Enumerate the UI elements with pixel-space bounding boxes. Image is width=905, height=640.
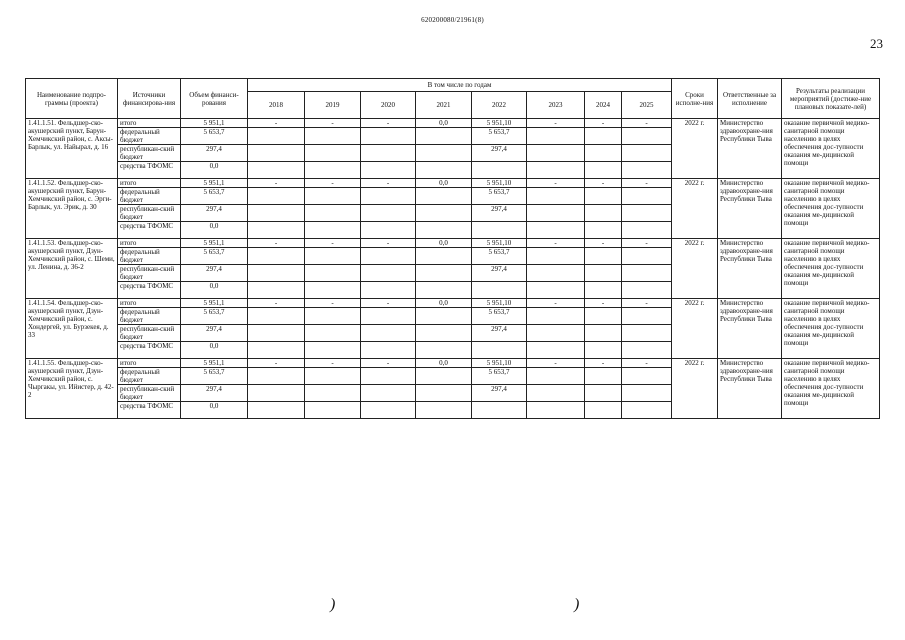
year-value-cell <box>527 162 585 179</box>
year-value-cell <box>305 205 361 222</box>
year-value-cell <box>416 248 472 265</box>
volume-cell: 297,4 <box>181 325 248 342</box>
table-row <box>26 179 880 188</box>
year-value-cell: - <box>527 119 585 128</box>
year-value-cell: - <box>622 179 672 188</box>
year-value-cell: 0,0 <box>416 239 472 248</box>
year-value-cell <box>361 282 416 299</box>
year-value-cell: - <box>527 179 585 188</box>
col-source-header: Источники финансирова-ния <box>118 79 181 119</box>
volume-cell: 297,4 <box>181 265 248 282</box>
responsible-cell: Министерство здравоохране-ния Республики Тыва <box>718 119 782 179</box>
result-cell: оказание первичной медико-санитарной помощи населению в целях обеспечения дос-тупности оказания ме-дицинской помощи <box>782 239 880 299</box>
page-number: 23 <box>870 36 883 51</box>
year-value-cell: 297,4 <box>472 205 527 222</box>
table-row <box>26 239 880 248</box>
term-cell: 2022 г. <box>672 299 718 359</box>
year-value-cell: 5 951,10 <box>472 299 527 308</box>
source-cell: итого <box>118 179 181 188</box>
year-value-cell <box>361 188 416 205</box>
source-cell: средства ТФОМС <box>118 162 181 179</box>
year-value-cell <box>527 188 585 205</box>
year-value-cell <box>248 402 305 419</box>
year-value-cell <box>305 308 361 325</box>
year-value-cell: 297,4 <box>472 265 527 282</box>
source-cell: итого <box>118 299 181 308</box>
year-value-cell <box>416 342 472 359</box>
year-value-cell: - <box>305 359 361 368</box>
year-value-cell <box>361 402 416 419</box>
year-value-cell: - <box>305 239 361 248</box>
year-value-cell <box>472 402 527 419</box>
year-value-cell: - <box>248 299 305 308</box>
table-row <box>26 299 880 308</box>
year-value-cell <box>622 282 672 299</box>
col-year-header: 2023 <box>527 92 585 119</box>
year-value-cell <box>472 162 527 179</box>
year-value-cell: 5 653,7 <box>472 308 527 325</box>
year-value-cell <box>622 248 672 265</box>
year-value-cell <box>305 265 361 282</box>
year-value-cell <box>585 145 622 162</box>
year-value-cell: - <box>305 179 361 188</box>
source-cell: республикан-ский бюджет <box>118 145 181 162</box>
col-year-header: 2018 <box>248 92 305 119</box>
volume-cell: 0,0 <box>181 282 248 299</box>
volume-cell: 297,4 <box>181 145 248 162</box>
year-value-cell <box>248 282 305 299</box>
year-value-cell <box>585 162 622 179</box>
year-value-cell <box>361 325 416 342</box>
year-value-cell <box>416 368 472 385</box>
year-value-cell <box>305 325 361 342</box>
year-value-cell <box>416 162 472 179</box>
item-name-cell: 1.41.1.55. Фельдшер-ско-акушерский пункт, Дзун-Хемчикский район, с. Чыргакы, ул. Ийистер, д. 42-2 <box>26 359 118 419</box>
responsible-cell: Министерство здравоохране-ния Республики Тыва <box>718 239 782 299</box>
year-value-cell <box>622 265 672 282</box>
year-value-cell <box>585 128 622 145</box>
col-years-group-header: В том числе по годам <box>248 79 672 92</box>
year-value-cell: - <box>361 299 416 308</box>
year-value-cell <box>248 222 305 239</box>
year-value-cell <box>622 368 672 385</box>
year-value-cell: 5 951,10 <box>472 359 527 368</box>
year-value-cell: - <box>622 299 672 308</box>
source-cell: средства ТФОМС <box>118 342 181 359</box>
result-cell: оказание первичной медико-санитарной помощи населению в целях обеспечения дос-тупности оказания ме-дицинской помощи <box>782 299 880 359</box>
term-cell: 2022 г. <box>672 239 718 299</box>
year-value-cell <box>585 222 622 239</box>
year-value-cell: 0,0 <box>416 119 472 128</box>
term-cell: 2022 г. <box>672 359 718 419</box>
year-value-cell <box>416 282 472 299</box>
source-cell: федеральный бюджет <box>118 308 181 325</box>
year-value-cell: - <box>361 119 416 128</box>
year-value-cell <box>472 342 527 359</box>
volume-cell: 5 653,7 <box>181 188 248 205</box>
year-value-cell <box>527 128 585 145</box>
year-value-cell: 0,0 <box>416 359 472 368</box>
volume-cell: 5 951,1 <box>181 359 248 368</box>
year-value-cell: 5 951,10 <box>472 239 527 248</box>
year-value-cell <box>416 402 472 419</box>
year-value-cell <box>527 325 585 342</box>
col-year-header: 2019 <box>305 92 361 119</box>
result-cell: оказание первичной медико-санитарной помощи населению в целях обеспечения дос-тупности оказания ме-дицинской помощи <box>782 179 880 239</box>
year-value-cell <box>527 282 585 299</box>
year-value-cell <box>527 402 585 419</box>
source-cell: федеральный бюджет <box>118 188 181 205</box>
year-value-cell <box>416 188 472 205</box>
volume-cell: 5 653,7 <box>181 308 248 325</box>
item-name-cell: 1.41.1.51. Фельдшер-ско-акушерский пункт, Барун-Хемчикский район, с. Аксы-Барлык, ул. Найырал, д. 16 <box>26 119 118 179</box>
volume-cell: 5 951,1 <box>181 239 248 248</box>
year-value-cell <box>305 368 361 385</box>
volume-cell: 5 951,1 <box>181 179 248 188</box>
col-terms-header: Сроки исполне-ния <box>672 79 718 119</box>
year-value-cell: - <box>305 299 361 308</box>
year-value-cell <box>248 145 305 162</box>
year-value-cell: 5 951,10 <box>472 179 527 188</box>
year-value-cell <box>361 145 416 162</box>
year-value-cell <box>622 342 672 359</box>
year-value-cell: - <box>585 299 622 308</box>
year-value-cell: 297,4 <box>472 385 527 402</box>
year-value-cell <box>248 205 305 222</box>
year-value-cell <box>248 162 305 179</box>
year-value-cell <box>527 385 585 402</box>
item-name-cell: 1.41.1.52. Фельдшер-ско-акушерский пункт, Барун-Хемчикский район, с. Эрги-Барлык, ул. Эрик, д. 30 <box>26 179 118 239</box>
source-cell: республикан-ский бюджет <box>118 385 181 402</box>
result-cell: оказание первичной медико-санитарной помощи населению в целях обеспечения дос-тупности оказания ме-дицинской помощи <box>782 359 880 419</box>
year-value-cell <box>527 342 585 359</box>
responsible-cell: Министерство здравоохране-ния Республики Тыва <box>718 179 782 239</box>
table-row <box>26 359 880 368</box>
year-value-cell <box>622 222 672 239</box>
year-value-cell: - <box>361 359 416 368</box>
year-value-cell <box>416 145 472 162</box>
volume-cell: 297,4 <box>181 205 248 222</box>
source-cell: итого <box>118 119 181 128</box>
year-value-cell <box>248 188 305 205</box>
source-cell: итого <box>118 239 181 248</box>
year-value-cell <box>585 282 622 299</box>
year-value-cell <box>416 325 472 342</box>
year-value-cell <box>248 342 305 359</box>
year-value-cell <box>472 222 527 239</box>
year-value-cell <box>585 188 622 205</box>
year-value-cell: - <box>622 119 672 128</box>
year-value-cell <box>622 188 672 205</box>
year-value-cell <box>585 248 622 265</box>
year-value-cell <box>585 385 622 402</box>
year-value-cell <box>305 402 361 419</box>
year-value-cell <box>527 145 585 162</box>
year-value-cell <box>622 162 672 179</box>
year-value-cell <box>527 222 585 239</box>
source-cell: республикан-ский бюджет <box>118 205 181 222</box>
year-value-cell <box>585 368 622 385</box>
table-header <box>26 79 880 119</box>
year-value-cell <box>527 265 585 282</box>
year-value-cell <box>361 248 416 265</box>
year-value-cell <box>622 402 672 419</box>
year-value-cell <box>361 222 416 239</box>
responsible-cell: Министерство здравоохране-ния Республики Тыва <box>718 359 782 419</box>
col-name-header: Наименование подпро-граммы (проекта) <box>26 79 118 119</box>
year-value-cell <box>305 282 361 299</box>
year-value-cell: - <box>361 179 416 188</box>
year-value-cell <box>248 128 305 145</box>
year-value-cell <box>527 248 585 265</box>
year-value-cell: - <box>622 239 672 248</box>
year-value-cell: - <box>585 359 622 368</box>
year-value-cell: - <box>585 119 622 128</box>
year-value-cell: - <box>305 119 361 128</box>
year-value-cell <box>305 222 361 239</box>
year-value-cell <box>416 205 472 222</box>
volume-cell: 5 951,1 <box>181 299 248 308</box>
year-value-cell: 0,0 <box>416 299 472 308</box>
handwritten-mark: ) <box>330 596 336 613</box>
col-year-header: 2024 <box>585 92 622 119</box>
year-value-cell: - <box>585 239 622 248</box>
year-value-cell <box>248 325 305 342</box>
year-value-cell: - <box>527 299 585 308</box>
result-cell: оказание первичной медико-санитарной помощи населению в целях обеспечения дос-тупности оказания ме-дицинской помощи <box>782 119 880 179</box>
year-value-cell <box>472 282 527 299</box>
source-cell: средства ТФОМС <box>118 222 181 239</box>
col-year-header: 2021 <box>416 92 472 119</box>
table-body <box>26 119 880 419</box>
year-value-cell <box>305 145 361 162</box>
year-value-cell <box>305 385 361 402</box>
year-value-cell <box>416 222 472 239</box>
year-value-cell <box>248 368 305 385</box>
year-value-cell <box>585 325 622 342</box>
source-cell: федеральный бюджет <box>118 248 181 265</box>
year-value-cell <box>527 368 585 385</box>
year-value-cell <box>622 308 672 325</box>
volume-cell: 297,4 <box>181 385 248 402</box>
year-value-cell <box>361 205 416 222</box>
col-year-header: 2020 <box>361 92 416 119</box>
year-value-cell <box>585 402 622 419</box>
year-value-cell: 0,0 <box>416 179 472 188</box>
item-name-cell: 1.41.1.54. Фельдшер-ско-акушерский пункт, Дзун-Хемчикский район, с. Хондергей, ул. Бурзекея, д. 33 <box>26 299 118 359</box>
col-results-header: Результаты реализации мероприятий (достиже-ние плановых показате-лей) <box>782 79 880 119</box>
year-value-cell: 5 653,7 <box>472 248 527 265</box>
year-value-cell <box>622 128 672 145</box>
year-value-cell: - <box>585 179 622 188</box>
source-cell: средства ТФОМС <box>118 402 181 419</box>
handwritten-mark: ) <box>574 596 580 613</box>
year-value-cell <box>361 342 416 359</box>
col-year-header: 2022 <box>472 92 527 119</box>
year-value-cell <box>622 325 672 342</box>
term-cell: 2022 г. <box>672 119 718 179</box>
volume-cell: 0,0 <box>181 222 248 239</box>
volume-cell: 5 951,1 <box>181 119 248 128</box>
year-value-cell: - <box>248 179 305 188</box>
year-value-cell <box>622 145 672 162</box>
year-value-cell: 5 951,10 <box>472 119 527 128</box>
item-name-cell: 1.41.1.53. Фельдшер-ско-акушерский пункт, Дзун-Хемчикский район, с. Шеми, ул. Ленина, д. 36-2 <box>26 239 118 299</box>
year-value-cell: - <box>248 359 305 368</box>
year-value-cell <box>248 265 305 282</box>
col-responsible-header: Ответственные за исполнение <box>718 79 782 119</box>
year-value-cell <box>248 248 305 265</box>
volume-cell: 5 653,7 <box>181 128 248 145</box>
source-cell: республикан-ский бюджет <box>118 325 181 342</box>
year-value-cell: 5 653,7 <box>472 368 527 385</box>
responsible-cell: Министерство здравоохране-ния Республики Тыва <box>718 299 782 359</box>
year-value-cell <box>248 385 305 402</box>
year-value-cell: - <box>361 239 416 248</box>
col-volume-header: Объем финанси-рования <box>181 79 248 119</box>
year-value-cell <box>585 342 622 359</box>
volume-cell: 5 653,7 <box>181 368 248 385</box>
year-value-cell <box>305 128 361 145</box>
year-value-cell <box>361 128 416 145</box>
year-value-cell <box>361 385 416 402</box>
year-value-cell: 297,4 <box>472 325 527 342</box>
year-value-cell <box>416 265 472 282</box>
source-cell: федеральный бюджет <box>118 368 181 385</box>
year-value-cell <box>527 308 585 325</box>
year-value-cell <box>305 188 361 205</box>
year-value-cell <box>585 265 622 282</box>
volume-cell: 0,0 <box>181 162 248 179</box>
year-value-cell <box>305 248 361 265</box>
source-cell: республикан-ский бюджет <box>118 265 181 282</box>
year-value-cell <box>361 162 416 179</box>
table-row <box>26 119 880 128</box>
year-value-cell <box>585 308 622 325</box>
year-value-cell <box>361 368 416 385</box>
source-cell: итого <box>118 359 181 368</box>
source-cell: средства ТФОМС <box>118 282 181 299</box>
volume-cell: 0,0 <box>181 342 248 359</box>
year-value-cell <box>527 205 585 222</box>
document-id: 620200080/21961(8) <box>421 16 484 24</box>
year-value-cell <box>416 128 472 145</box>
year-value-cell <box>622 385 672 402</box>
year-value-cell <box>361 265 416 282</box>
year-value-cell <box>416 385 472 402</box>
year-value-cell: 5 653,7 <box>472 188 527 205</box>
program-table <box>25 78 880 419</box>
year-value-cell: - <box>622 359 672 368</box>
col-year-header: 2025 <box>622 92 672 119</box>
year-value-cell: - <box>527 359 585 368</box>
year-value-cell <box>585 205 622 222</box>
year-value-cell: 297,4 <box>472 145 527 162</box>
volume-cell: 0,0 <box>181 402 248 419</box>
term-cell: 2022 г. <box>672 179 718 239</box>
year-value-cell <box>622 205 672 222</box>
year-value-cell <box>361 308 416 325</box>
year-value-cell <box>416 308 472 325</box>
source-cell: федеральный бюджет <box>118 128 181 145</box>
year-value-cell: 5 653,7 <box>472 128 527 145</box>
volume-cell: 5 653,7 <box>181 248 248 265</box>
year-value-cell <box>305 342 361 359</box>
year-value-cell <box>305 162 361 179</box>
year-value-cell: - <box>248 239 305 248</box>
year-value-cell: - <box>527 239 585 248</box>
year-value-cell: - <box>248 119 305 128</box>
year-value-cell <box>248 308 305 325</box>
